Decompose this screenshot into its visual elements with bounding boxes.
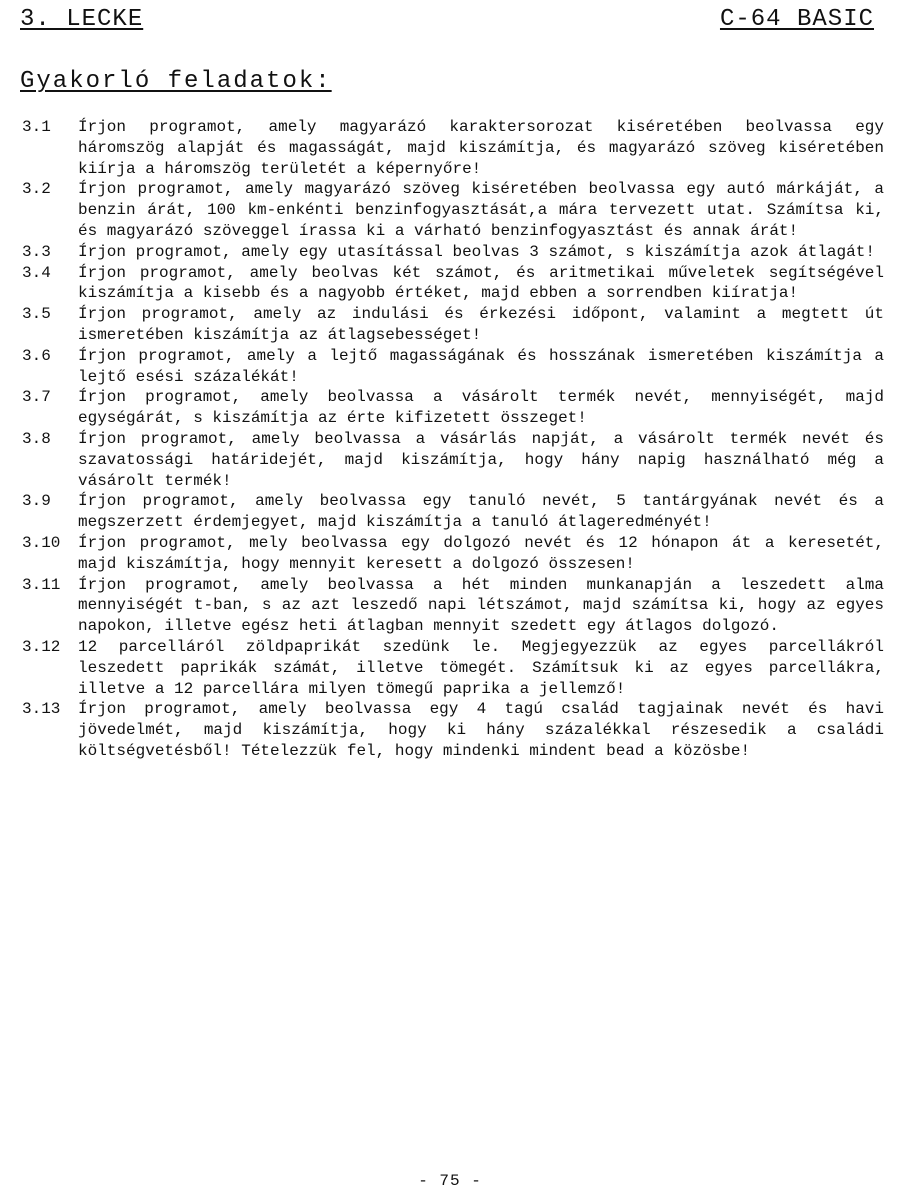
exercise-number: 3.1 xyxy=(22,118,51,136)
exercise-item xyxy=(22,304,884,346)
exercise-text: Írjon programot, amely a lejtő magasságának és hosszának ismeretében kiszámítja a lejtő esési százalékát! xyxy=(78,346,884,386)
exercise-text: Írjon programot, amely az indulási és érkezési időpont, valamint a megtett út ismeretében kiszámítja az átlagsebességet! xyxy=(78,305,884,344)
exercise-item xyxy=(22,387,884,429)
exercise-item xyxy=(22,242,884,263)
exercise-text: Írjon programot, amely egy utasítással beolvas 3 számot, s kiszámítja azok átlagát! xyxy=(78,242,875,261)
exercise-text: Írjon programot, amely beolvassa a vásárlás napját, a vásárolt termék nevét és szavatossági határidejét, majd kiszámítja, hogy hány napig használható még a vásárolt termék! xyxy=(78,429,884,490)
exercise-number: 3.10 xyxy=(22,533,61,552)
exercise-number: 3.3 xyxy=(22,242,51,261)
exercise-number: 3.5 xyxy=(22,305,51,324)
exercise-text: Írjon programot, amely magyarázó karaktersorozat kiséretében beolvassa egy háromszög alapját és magasságát, majd kiszámítja, és magyarázó szöveg kiséretében kiírja a háromszög területét a képernyőre! xyxy=(78,118,884,178)
exercise-item xyxy=(22,179,884,241)
exercise-text: Írjon programot, amely beolvassa a vásárolt termék nevét, mennyiségét, majd egységárát, s kiszámítja az érte kifizetett összeget! xyxy=(78,388,884,428)
section-title: Gyakorló feladatok: xyxy=(20,68,332,95)
exercise-number: 3.2 xyxy=(22,180,51,199)
exercise-item xyxy=(22,346,884,388)
exercise-number: 3.7 xyxy=(22,388,51,407)
exercise-item xyxy=(22,429,884,491)
exercise-number: 3.13 xyxy=(22,700,61,719)
exercise-number: 3.8 xyxy=(22,429,51,448)
exercise-item xyxy=(22,575,884,637)
exercise-number: 3.12 xyxy=(22,637,61,656)
lesson-heading: 3. LECKE xyxy=(20,6,144,33)
exercise-number: 3.6 xyxy=(22,346,51,365)
exercise-item xyxy=(22,637,884,699)
exercise-item xyxy=(22,491,884,533)
page-number: - 75 - xyxy=(418,1172,482,1190)
exercise-number: 3.11 xyxy=(22,575,61,594)
exercise-list xyxy=(22,117,884,762)
exercise-item xyxy=(22,117,884,179)
exercise-text: Írjon programot, mely beolvassa egy dolgozó nevét és 12 hónapon át a keresetét, majd kiszámítja, hogy mennyit keresett a dolgozó összesen! xyxy=(78,533,884,573)
exercise-text: Írjon programot, amely beolvassa egy 4 tagú család tagjainak nevét és havi jövedelmét, majd kiszámítja, hogy ki hány százalékkal részesedik a családi költségvetésből! Tételezzük fel, hogy mindenki mindent bead a közösbe! xyxy=(78,700,884,760)
exercise-text: Írjon programot, amely magyarázó szöveg kiséretében beolvassa egy autó márkáját, a benzin árát, 100 km-enkénti benzinfogyasztását,a mára tervezett utat. Számítsa ki, és magyarázó szöveggel írassa ki a várható benzinfogyasztást és annak árát! xyxy=(78,180,884,240)
exercise-number: 3.4 xyxy=(22,263,51,282)
exercise-item xyxy=(22,533,884,575)
exercise-text: Írjon programot, amely beolvassa egy tanuló nevét, 5 tantárgyának nevét és a megszerzett érdemjegyet, majd kiszámítja a tanuló átlageredményét! xyxy=(78,492,884,532)
exercise-item xyxy=(22,699,884,761)
exercise-item xyxy=(22,263,884,305)
exercise-text: Írjon programot, amely beolvas két számot, és aritmetikai műveletek segítségével kiszámítja a kisebb és a nagyobb értéket, majd ebben a sorrendben kiíratja! xyxy=(78,263,884,303)
exercise-number: 3.9 xyxy=(22,492,51,511)
subject-heading: C-64 BASIC xyxy=(719,6,874,33)
exercise-text: Írjon programot, amely beolvassa a hét minden munkanapján a leszedett alma mennyiségét t-ban, s az azt leszedő napi létszámot, majd számítsa ki, hogy az egyes napokon, illetve egész heti átlagban mennyit szedett egy átlagos dolgozó. xyxy=(78,575,884,636)
exercise-text: 12 parcelláról zöldpaprikát szedünk le. Megjegyezzük az egyes parcellákról leszedett paprikák számát, illetve tömegét. Számítsuk ki az egyes parcellákra, illetve a 12 parcellára milyen tömegű paprika a jellemző! xyxy=(78,637,884,698)
